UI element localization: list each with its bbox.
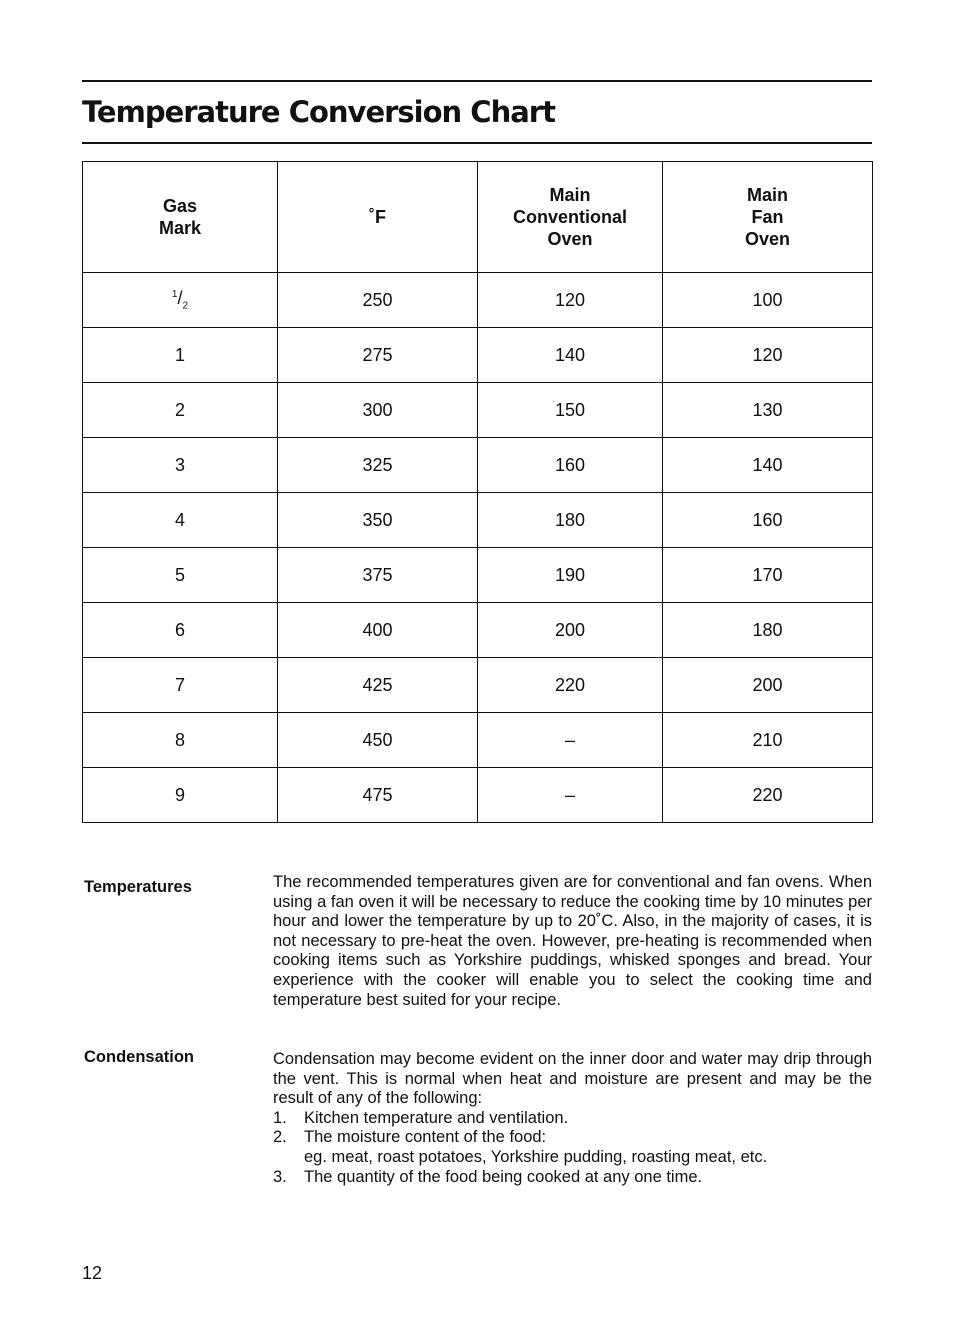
header-conventional-line-1: Main bbox=[549, 185, 591, 205]
cell-conventional: 150 bbox=[478, 383, 663, 438]
cell-fahrenheit: 400 bbox=[278, 603, 478, 658]
cell-fan: 120 bbox=[663, 328, 873, 383]
table-row bbox=[83, 658, 873, 713]
cell-fan: 160 bbox=[663, 493, 873, 548]
list-item-number: 2. bbox=[273, 1128, 287, 1147]
header-fahrenheit-label: ˚F bbox=[369, 207, 386, 227]
page-number: 12 bbox=[82, 1263, 103, 1283]
table-row bbox=[83, 493, 873, 548]
header-conventional-line-2: Conventional bbox=[512, 207, 627, 227]
list-item bbox=[273, 1128, 872, 1148]
cell-gas-mark: 9 bbox=[83, 768, 278, 823]
page-title: Temperature Conversion Chart bbox=[82, 95, 555, 129]
header-fan-line-3: Oven bbox=[744, 229, 791, 249]
cell-conventional: 180 bbox=[478, 493, 663, 548]
header-fan-line-1: Main bbox=[746, 185, 788, 205]
cell-conventional: 200 bbox=[478, 603, 663, 658]
table-row bbox=[83, 328, 873, 383]
cell-fan: 180 bbox=[663, 603, 873, 658]
header-main-fan-oven bbox=[663, 162, 873, 273]
list-item bbox=[273, 1168, 872, 1188]
header-gas-mark bbox=[83, 162, 278, 273]
header-main-conventional-oven bbox=[478, 162, 663, 273]
table-row bbox=[83, 383, 873, 438]
cell-gas-mark: 3 bbox=[83, 438, 278, 493]
list-item-text: Kitchen temperature and ventilation. bbox=[304, 1108, 569, 1127]
cell-gas-mark: 8 bbox=[83, 713, 278, 768]
table-row bbox=[83, 603, 873, 658]
title-bottom-rule bbox=[82, 142, 872, 144]
condensation-section bbox=[273, 1050, 872, 1187]
list-item-text: The moisture content of the food: bbox=[304, 1128, 547, 1147]
cell-fahrenheit: 275 bbox=[278, 328, 478, 383]
fraction-numerator: 1 bbox=[171, 289, 178, 301]
cell-fahrenheit: 300 bbox=[278, 383, 478, 438]
header-gas-mark-line-2: Mark bbox=[158, 218, 202, 238]
list-item-text: The quantity of the food being cooked at any one time. bbox=[304, 1167, 703, 1186]
cell-fahrenheit: 325 bbox=[278, 438, 478, 493]
cell-gas-mark: 1 bbox=[83, 328, 278, 383]
table-row bbox=[83, 768, 873, 823]
cell-fan: 220 bbox=[663, 768, 873, 823]
cell-fahrenheit: 375 bbox=[278, 548, 478, 603]
cell-gas-mark: 5 bbox=[83, 548, 278, 603]
cell-fan: 200 bbox=[663, 658, 873, 713]
cell-fan: 100 bbox=[663, 273, 873, 328]
temperatures-paragraph: The recommended temperatures given are for conventional and fan ovens. When using a fan oven it will be necessary to reduce the cooking time by 10 minutes per hour and lower the temperature by up to 20˚C. Also, in the majority of cases, it is not necessary to pre-heat the oven. However, pre-heating is recommended when cooking items such as Yorkshire puddings, whisked sponges and bread. Your experience with the cooker will enable you to select the cooking time and temperature best suited for your recipe. bbox=[273, 873, 872, 1009]
cell-fahrenheit: 425 bbox=[278, 658, 478, 713]
cell-fan: 210 bbox=[663, 713, 873, 768]
condensation-heading: Condensation bbox=[84, 1048, 194, 1066]
cell-fan: 170 bbox=[663, 548, 873, 603]
cell-fan: 130 bbox=[663, 383, 873, 438]
fraction-slash: / bbox=[177, 288, 183, 309]
list-item-number: 3. bbox=[273, 1167, 287, 1186]
cell-conventional: 220 bbox=[478, 658, 663, 713]
title-top-rule bbox=[82, 80, 872, 82]
header-gas-mark-line-1: Gas bbox=[162, 196, 198, 216]
cell-fan: 140 bbox=[663, 438, 873, 493]
condensation-intro: Condensation may become evident on the inner door and water may drip through the vent. This is normal when heat and moisture are present and may be the result of any of the following: bbox=[273, 1050, 872, 1108]
header-conventional-line-3: Oven bbox=[547, 229, 593, 249]
condensation-list bbox=[273, 1109, 872, 1187]
table-row bbox=[83, 273, 873, 328]
cell-gas-mark: 4 bbox=[83, 493, 278, 548]
cell-conventional: 120 bbox=[478, 273, 663, 328]
temperature-conversion-table bbox=[82, 161, 873, 823]
fraction-denominator: 2 bbox=[182, 300, 189, 312]
cell-conventional: 160 bbox=[478, 438, 663, 493]
cell-fahrenheit: 350 bbox=[278, 493, 478, 548]
list-item-number: 1. bbox=[273, 1108, 287, 1127]
table-row bbox=[83, 548, 873, 603]
table-row bbox=[83, 438, 873, 493]
table-header-row bbox=[83, 162, 873, 273]
temperatures-heading: Temperatures bbox=[84, 878, 192, 896]
cell-gas-mark: 7 bbox=[83, 658, 278, 713]
cell-fahrenheit: 475 bbox=[278, 768, 478, 823]
cell-fahrenheit: 250 bbox=[278, 273, 478, 328]
cell-fahrenheit: 450 bbox=[278, 713, 478, 768]
cell-conventional: 190 bbox=[478, 548, 663, 603]
fraction-one-half bbox=[171, 288, 189, 312]
table-row bbox=[83, 713, 873, 768]
cell-gas-mark: 2 bbox=[83, 383, 278, 438]
list-item bbox=[273, 1148, 872, 1168]
cell-conventional: – bbox=[478, 713, 663, 768]
cell-gas-mark: 6 bbox=[83, 603, 278, 658]
header-fan-line-2: Fan bbox=[751, 207, 784, 227]
list-item-text: eg. meat, roast potatoes, Yorkshire pudding, roasting meat, etc. bbox=[304, 1147, 768, 1166]
cell-conventional: – bbox=[478, 768, 663, 823]
list-item bbox=[273, 1109, 872, 1129]
cell-gas-mark bbox=[83, 273, 278, 328]
cell-conventional: 140 bbox=[478, 328, 663, 383]
header-fahrenheit bbox=[278, 162, 478, 273]
